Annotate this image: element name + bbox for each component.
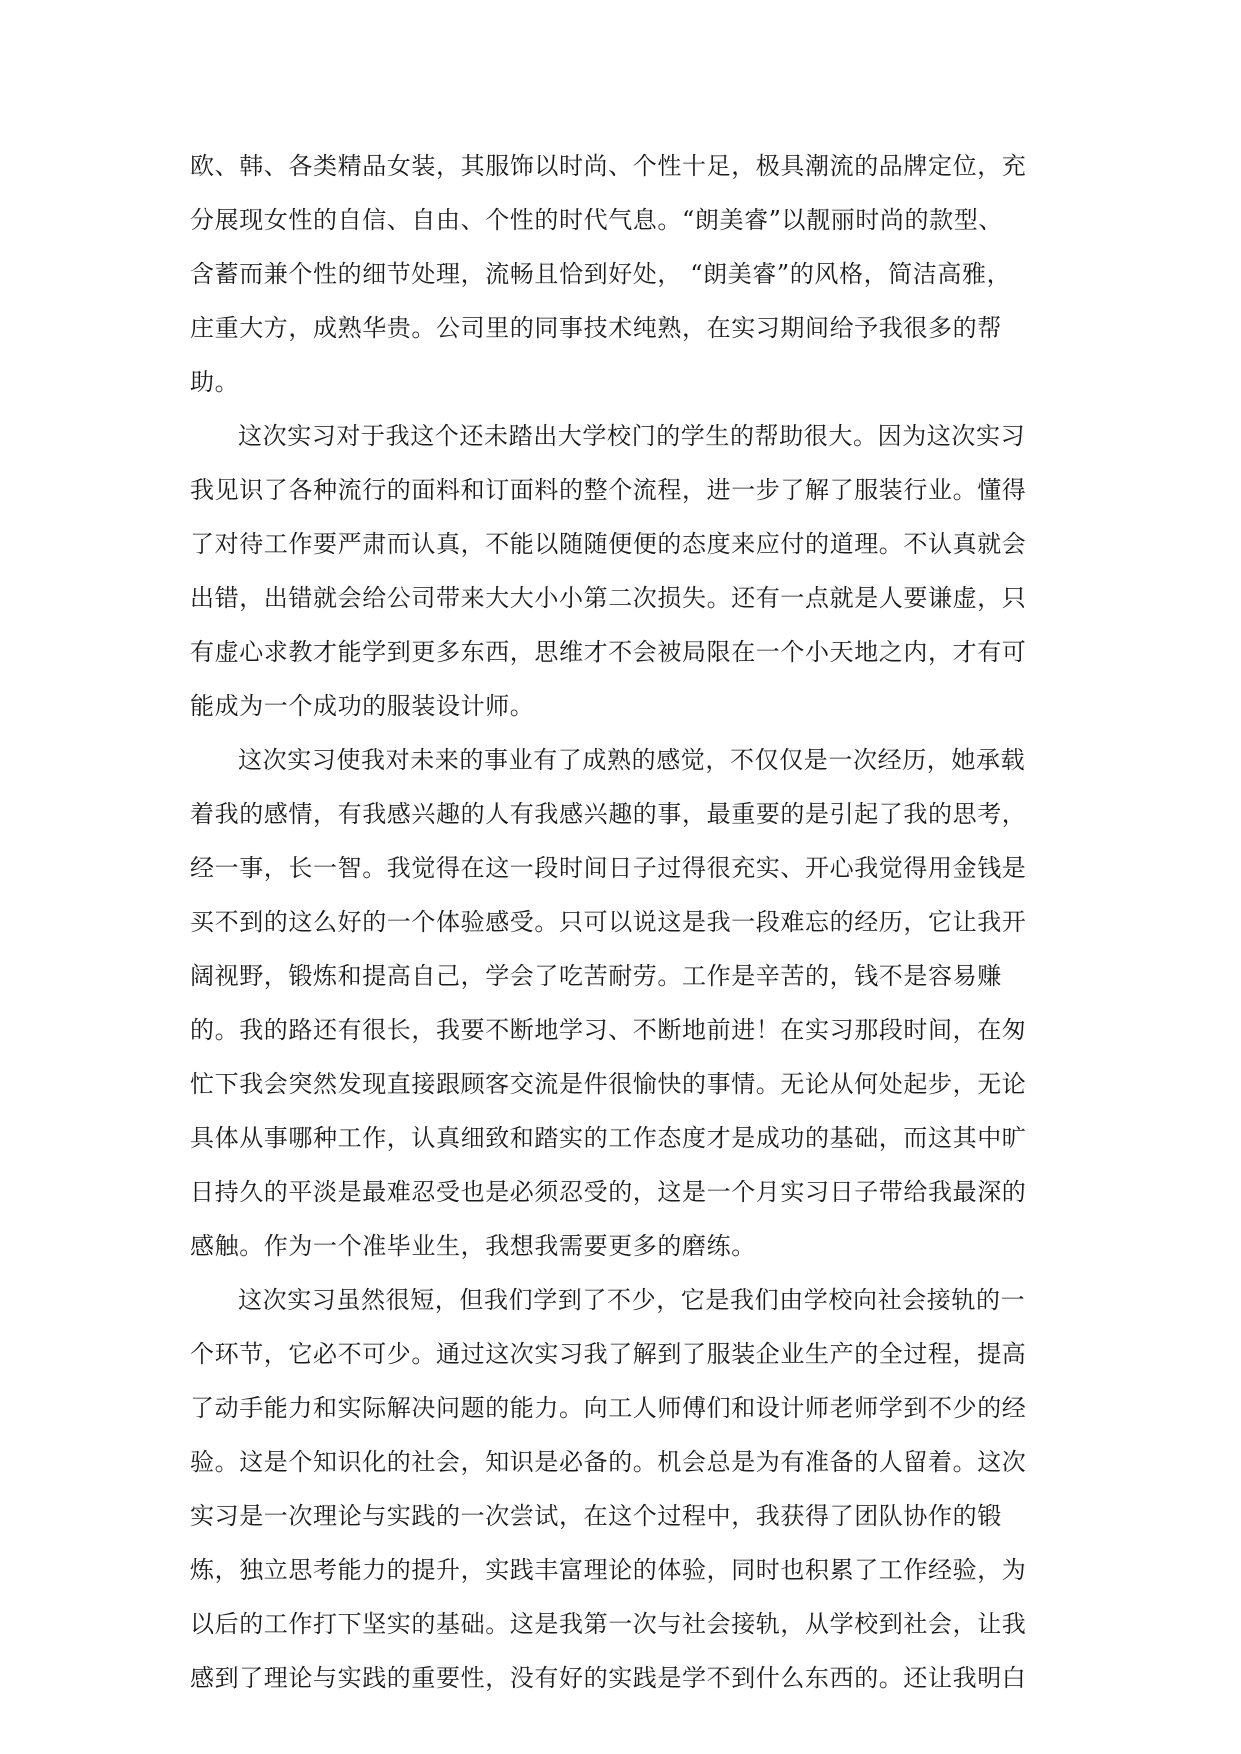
text-line: 了动手能力和实际解决问题的能力。向工人师傅们和设计师老师学到不少的经: [190, 1394, 1027, 1422]
paragraph-first-line: 这次实习对于我这个还未踏出大学校门的学生的帮助很大。因为这次实习: [238, 422, 1026, 450]
text-line: 阔视野，锻炼和提高自己，学会了吃苦耐劳。工作是辛苦的，钱不是容易赚: [190, 962, 1002, 990]
text-line: 能成为一个成功的服装设计师。: [190, 692, 535, 720]
text-line: 了对待工作要严肃而认真，不能以随随便便的态度来应付的道理。不认真就会: [190, 530, 1027, 558]
text-line: 欧、韩、各类精品女装，其服饰以时尚、个性十足，极具潮流的品牌定位，充: [190, 152, 1027, 180]
text-line: 我见识了各种流行的面料和订面料的整个流程，进一步了解了服装行业。懂得: [190, 476, 1027, 504]
text-line: 验。这是个知识化的社会，知识是必备的。机会总是为有准备的人留着。这次: [190, 1448, 1027, 1476]
text-line: 实习是一次理论与实践的一次尝试，在这个过程中，我获得了团队协作的锻: [190, 1502, 1002, 1530]
text-line: 有虚心求教才能学到更多东西，思维才不会被局限在一个小天地之内，才有可: [190, 638, 1027, 666]
text-line: 出错，出错就会给公司带来大大小小第二次损失。还有一点就是人要谦虚，只: [190, 584, 1027, 612]
text-line: 买不到的这么好的一个体验感受。只可以说这是我一段难忘的经历，它让我开: [190, 908, 1027, 936]
text-line: 感到了理论与实践的重要性，没有好的实践是学不到什么东西的。还让我明白: [190, 1664, 1027, 1692]
text-line: 经一事，长一智。我觉得在这一段时间日子过得很充实、开心我觉得用金钱是: [190, 854, 1027, 882]
text-line: 庄重大方，成熟华贵。公司里的同事技术纯熟，在实习期间给予我很多的帮: [190, 314, 1002, 342]
text-line: 着我的感情，有我感兴趣的人有我感兴趣的事，最重要的是引起了我的思考，: [190, 800, 1027, 828]
paragraph-first-line: 这次实习使我对未来的事业有了成熟的感觉，不仅仅是一次经历，她承载: [238, 746, 1026, 774]
paragraph-first-line: 这次实习虽然很短，但我们学到了不少，它是我们由学校向社会接轨的一: [238, 1286, 1026, 1314]
text-line: 忙下我会突然发现直接跟顾客交流是件很愉快的事情。无论从何处起步，无论: [190, 1070, 1027, 1098]
text-line: 分展现女性的自信、自由、个性的时代气息。“朗美睿”以靓丽时尚的款型、: [190, 206, 1003, 234]
text-line: 炼，独立思考能力的提升，实践丰富理论的体验，同时也积累了工作经验，为: [190, 1556, 1027, 1584]
text-line: 含蓄而兼个性的细节处理，流畅且恰到好处， “朗美睿”的风格，简洁高雅，: [190, 260, 1012, 288]
text-line: 助。: [190, 368, 240, 396]
text-line: 感触。作为一个准毕业生，我想我需要更多的磨练。: [190, 1232, 756, 1260]
body-text: [190, 139, 1054, 1705]
text-line: 的。我的路还有很长，我要不断地学习、不断地前进！在实习那段时间，在匆: [190, 1016, 1027, 1044]
text-line: 日持久的平淡是最难忍受也是必须忍受的，这是一个月实习日子带给我最深的: [190, 1178, 1027, 1206]
text-line: 具体从事哪种工作，认真细致和踏实的工作态度才是成功的基础，而这其中旷: [190, 1124, 1027, 1152]
text-line: 以后的工作打下坚实的基础。这是我第一次与社会接轨，从学校到社会，让我: [190, 1610, 1027, 1638]
text-line: 个环节，它必不可少。通过这次实习我了解到了服装企业生产的全过程，提高: [190, 1340, 1027, 1368]
